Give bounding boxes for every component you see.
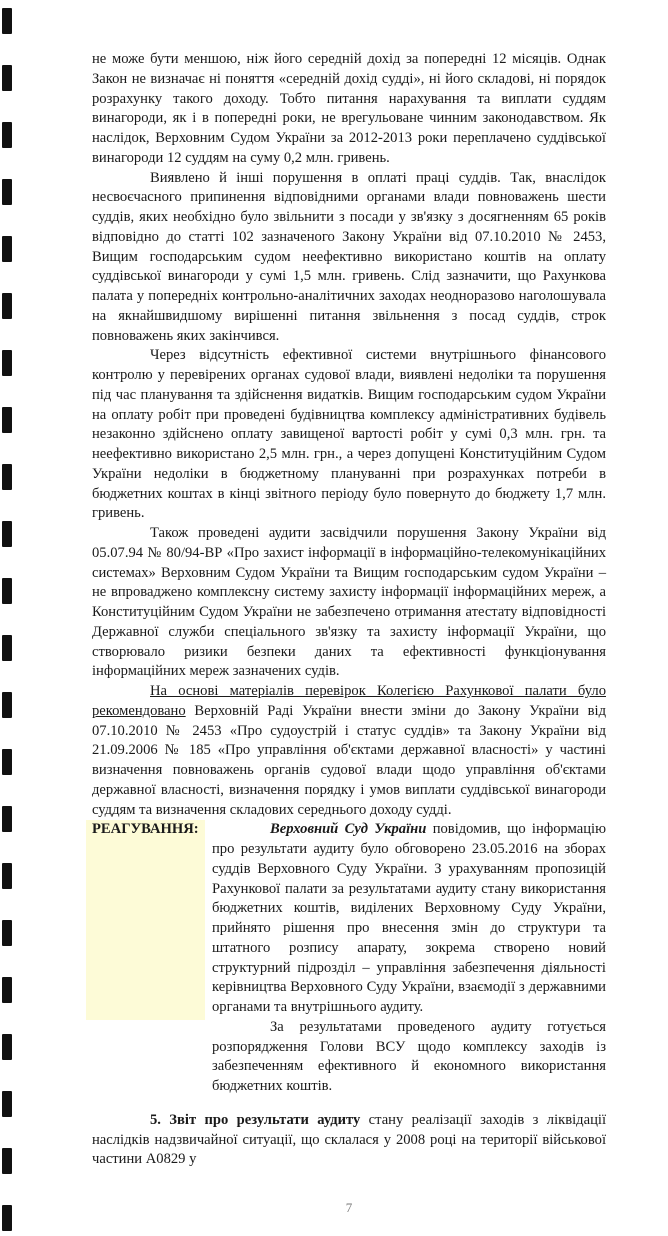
section-5 xyxy=(92,1111,606,1170)
binding-hole xyxy=(2,1205,12,1231)
binding-hole xyxy=(2,1091,12,1117)
paragraph-2: Виявлено й інші порушення в оплаті праці суддів. Так, внаслідок несвоєчасного припинення відповідними органами влади повноважень шести суддів, яких необхідно було звільнити з посади у зв'язку з досягненням 65 років відповідно до статті 102 зазначеного Закону України від 07.10.2010 № 2453, Вищим господарським судом неефективно використано коштів на оплату суддівської винагороди у сумі 1,5 млн. гривень. Слід зазначити, що Рахункова палата у попередніх контрольно-аналітичних заходах неодноразово наголошувала на якнайшвидшому вирішенні питання звільнення з посад суддів, строк повноважень яких закінчився. xyxy=(92,169,606,344)
binding-hole xyxy=(2,407,12,433)
binding-hole xyxy=(2,806,12,832)
binding-hole xyxy=(2,179,12,205)
binding-hole xyxy=(2,350,12,376)
binding-hole xyxy=(2,578,12,604)
binding-hole xyxy=(2,635,12,661)
binding-hole xyxy=(2,464,12,490)
binding-hole xyxy=(2,1034,12,1060)
recommendation-text: Верховній Раді України внести зміни до Закону України від 07.10.2010 № 2453 «Про судоустрій і статус суддів» та Закону України від 21.09.2006 № 185 «Про управління об'єктами державної власності» у частині визначення повноважень органів судової влади щодо управління об'єктами державної власності, визначення порядку і умов виплати суддівської винагороди суддям та визначення складових середнього доходу судді. xyxy=(92,702,606,818)
reaction-label: РЕАГУВАННЯ: xyxy=(86,820,205,1020)
binding-holes xyxy=(0,0,14,1236)
recommendation-underlined: На основі матеріалів перевірок Колегією Рахункової палати було рекомендовано xyxy=(92,683,606,719)
binding-hole xyxy=(2,692,12,718)
binding-hole xyxy=(2,920,12,946)
reaction-paragraph-2: За результатами проведеного аудиту готується розпорядження Голови ВСУ щодо комплексу заходів із забезпеченням ефективного й економного використання бюджетних коштів. xyxy=(212,1018,606,1094)
reaction-paragraph-1 xyxy=(212,820,606,1018)
section-5-heading: 5. Звіт про результати аудиту xyxy=(150,1111,361,1128)
binding-hole xyxy=(2,8,12,34)
binding-hole xyxy=(2,236,12,262)
binding-hole xyxy=(2,521,12,547)
binding-hole xyxy=(2,293,12,319)
paragraph-4: Також проведені аудити засвідчили порушення Закону України від 05.07.94 № 80/94-ВР «Про захист інформації в інформаційно-телекомунікаційних системах» Верховним Судом України та Вищим господарським судом України – не впроваджено комплексну систему захисту інформації інформаційних мереж, а Конституційним Судом України не забезпечено отримання атестату відповідності Державної служби спеціального зв'язку та захисту інформації України, що створювало ризики безпеки даних та ефективності функціонування інформаційних мереж зазначених судів. xyxy=(92,525,606,680)
binding-hole xyxy=(2,65,12,91)
binding-hole xyxy=(2,122,12,148)
document-page xyxy=(92,0,606,1170)
reaction-body xyxy=(212,820,606,1097)
reaction-text-1: повідомив, що інформацію про результати аудиту було обговорено 23.05.2016 на зборах суддів Верховного Суду України. З урахуванням пропозицій Рахункової палати за результатами аудиту стану використання бюджетних коштів, виділених Верховному Суду України, прийнято рішення про внесення змін до структури та штатного розпису апарату, зокрема створено новий структурний підрозділ – управління забезпечення діяльності керівництва Верховного Суду України, взаємодії з державними органами та внутрішнього аудиту. xyxy=(212,821,607,1015)
page-number: 7 xyxy=(345,1200,353,1215)
binding-hole xyxy=(2,863,12,889)
section-5-text: стану реалізації заходів з ліквідації наслідків надзвичайної ситуації, що склалася у 2008 році на території військової частини А0829 у xyxy=(92,1111,606,1168)
paragraph-3: Через відсутність ефективної системи внутрішнього фінансового контролю у перевірених органах судової влади, виявлені недоліки та порушення під час планування та здійснення видатків. Вищим господарським судом України на оплату робіт при проведені будівництва комплексу адміністративних будівель незаконно здійснено оплату завищеної вартості робіт у сумі 0,3 млн. грн. та неефективно використано 2,5 млн. грн., а через допущені Конституційним Судом України недоліки в бюджетному плануванні при розрахунках потреби в бюджетних коштах в кінці звітного періоду було повернуто до бюджету 1,7 млн. гривень. xyxy=(92,347,606,522)
paragraph-1: не може бути меншою, ніж його середній дохід за попередні 12 місяців. Однак Закон не визначає ні поняття «середній дохід судді», ні його складові, ні порядок розрахунку такого доходу. Тобто питання нарахування та виплати суддям винагороди, як і в попередні роки, не врегульоване чинним законодавством. Як наслідок, Верховним Судом України за 2012-2013 роки переплачено суддівської винагороди 12 суддям на суму 0,2 млн. гривень. xyxy=(92,51,606,166)
reaction-block xyxy=(92,820,606,1097)
binding-hole xyxy=(2,749,12,775)
binding-hole xyxy=(2,1148,12,1174)
supreme-court-name: Верховний Суд України xyxy=(270,821,427,838)
binding-hole xyxy=(2,977,12,1003)
paragraph-5 xyxy=(92,682,606,820)
